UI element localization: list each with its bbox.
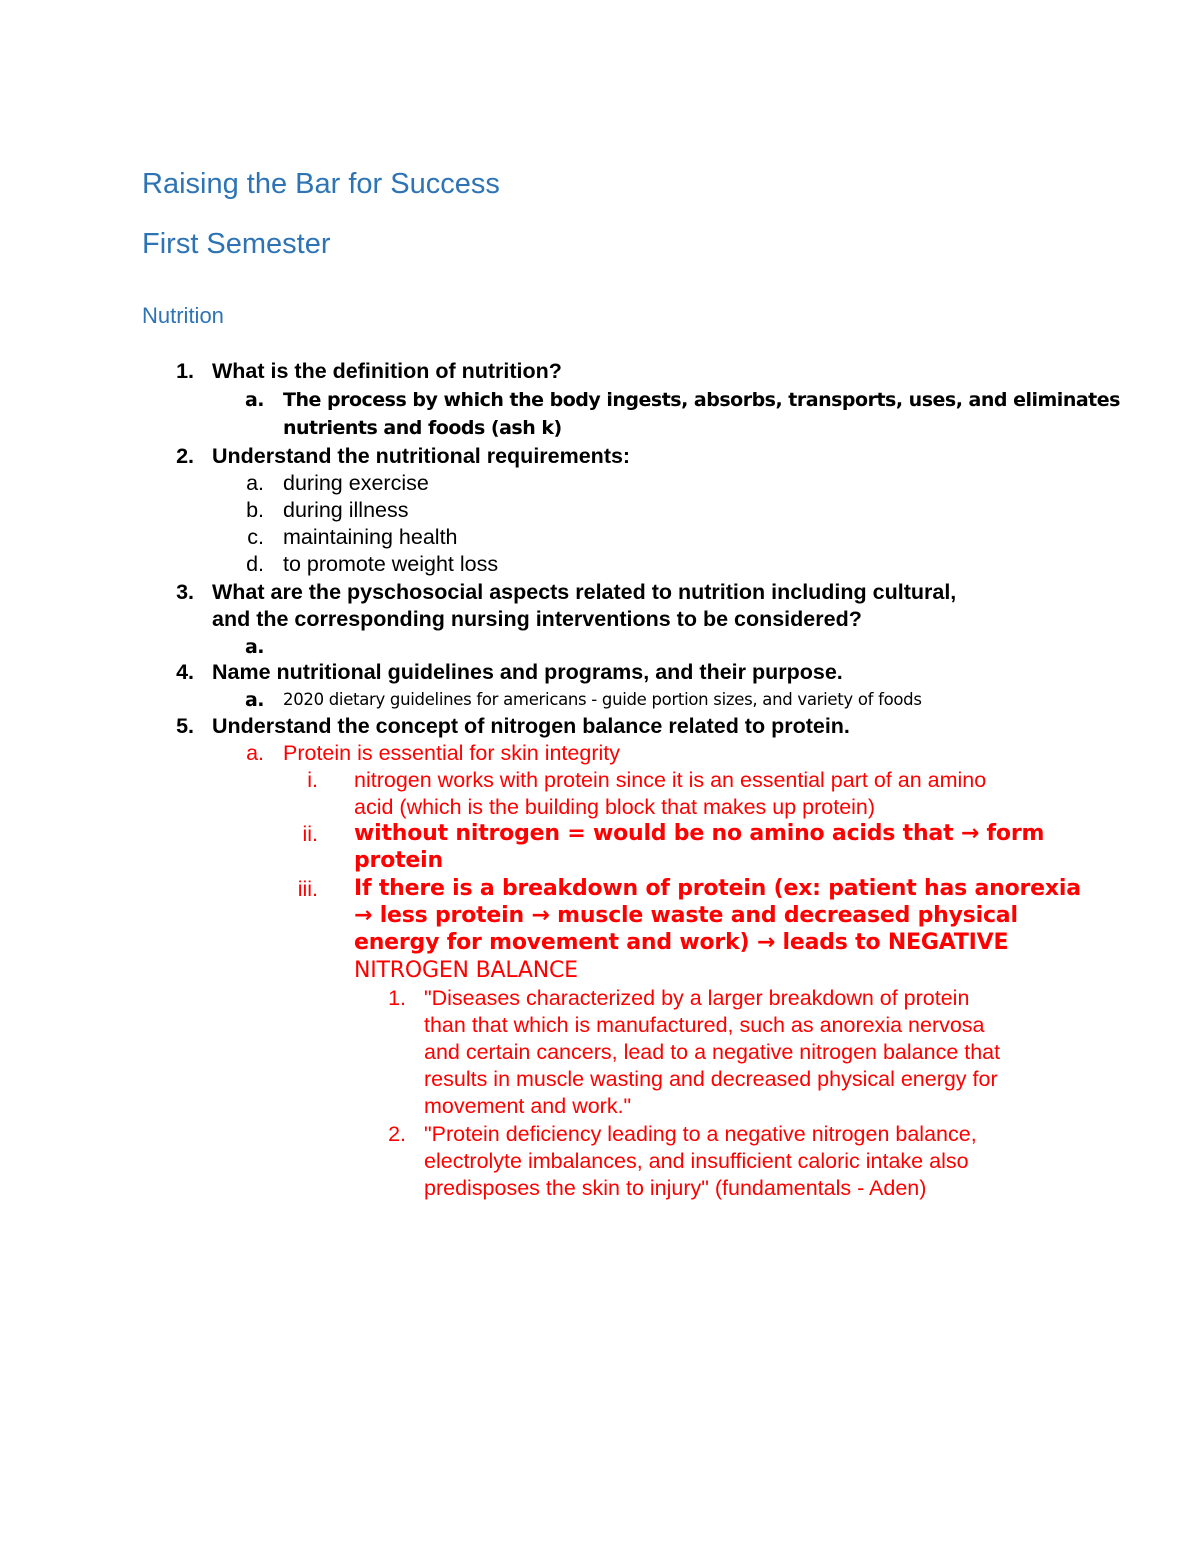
- q2-text: Understand the nutritional requirements:: [212, 444, 631, 468]
- q5-roman-ii-line2: protein: [354, 848, 443, 873]
- q5-quote1-marker: 1.: [388, 986, 406, 1010]
- q3-line1: What are the pyschosocial aspects related to nutrition including cultural,: [212, 580, 957, 604]
- q4-number: 4.: [176, 660, 194, 684]
- q5-answer-text: Protein is essential for skin integrity: [283, 741, 620, 765]
- q2-item: during exercise: [283, 471, 429, 495]
- q5-roman-ii-line1: without nitrogen = would be no amino acids that → form: [354, 821, 1045, 846]
- q5-roman-iii-marker: iii.: [297, 877, 318, 901]
- q2-item-marker: a.: [246, 471, 264, 495]
- q3-number: 3.: [176, 580, 194, 604]
- document-subtitle: First Semester: [142, 228, 331, 260]
- q5-quote1-line: "Diseases characterized by a larger breakdown of protein: [424, 986, 970, 1010]
- q2-item: maintaining health: [283, 525, 458, 549]
- q4-answer-marker: a.: [244, 689, 264, 711]
- q3-answer-marker: a.: [244, 636, 264, 658]
- q5-roman-i-line2: acid (which is the building block that makes up protein): [354, 795, 876, 819]
- q5-text: Understand the concept of nitrogen balance related to protein.: [212, 714, 850, 738]
- q5-roman-i-line1: nitrogen works with protein since it is an essential part of an amino: [354, 768, 987, 792]
- q5-quote2-line: "Protein deficiency leading to a negative nitrogen balance,: [424, 1122, 977, 1146]
- q5-quote2-marker: 2.: [388, 1122, 406, 1146]
- q5-quote1-line: results in muscle wasting and decreased physical energy for: [424, 1067, 998, 1091]
- q2-item-marker: d.: [246, 552, 264, 576]
- q5-quote1-line: than that which is manufactured, such as anorexia nervosa: [424, 1013, 985, 1037]
- q5-roman-iii-line4: NITROGEN BALANCE: [354, 958, 578, 983]
- q5-roman-ii-marker: ii.: [302, 822, 318, 846]
- q5-quote1-line: movement and work.": [424, 1094, 632, 1118]
- q2-item: during illness: [283, 498, 409, 522]
- section-heading: Nutrition: [142, 303, 224, 328]
- q1-text: What is the definition of nutrition?: [212, 359, 562, 383]
- q5-number: 5.: [176, 714, 194, 738]
- q2-item-marker: b.: [246, 498, 264, 522]
- q5-answer-marker: a.: [246, 741, 264, 765]
- q2-number: 2.: [176, 444, 194, 468]
- q5-roman-i-marker: i.: [307, 768, 318, 792]
- q5-roman-iii-line3: energy for movement and work) → leads to NEGATIVE: [354, 930, 1009, 955]
- q1-answer-line2: nutrients and foods (ash k): [283, 417, 562, 439]
- q5-roman-iii-line2: → less protein → muscle waste and decreased physical: [354, 903, 1018, 928]
- q5-quote2-line: electrolyte imbalances, and insufficient caloric intake also: [424, 1149, 969, 1173]
- document-title: Raising the Bar for Success: [142, 168, 500, 200]
- q5-roman-iii-line1: If there is a breakdown of protein (ex: patient has anorexia: [354, 876, 1081, 901]
- q4-answer-text: 2020 dietary guidelines for americans - guide portion sizes, and variety of foods: [283, 690, 922, 709]
- q1-answer-marker: a.: [244, 389, 264, 411]
- q1-number: 1.: [176, 359, 194, 383]
- q1-answer-line1: The process by which the body ingests, absorbs, transports, uses, and eliminates: [283, 389, 1120, 411]
- q5-quote1-line: and certain cancers, lead to a negative nitrogen balance that: [424, 1040, 1001, 1064]
- q2-item: to promote weight loss: [283, 552, 499, 576]
- q3-line2: and the corresponding nursing interventions to be considered?: [212, 607, 862, 631]
- q2-item-marker: c.: [247, 525, 264, 549]
- q4-text: Name nutritional guidelines and programs, and their purpose.: [212, 660, 843, 684]
- q5-quote2-line: predisposes the skin to injury" (fundamentals - Aden): [424, 1176, 927, 1200]
